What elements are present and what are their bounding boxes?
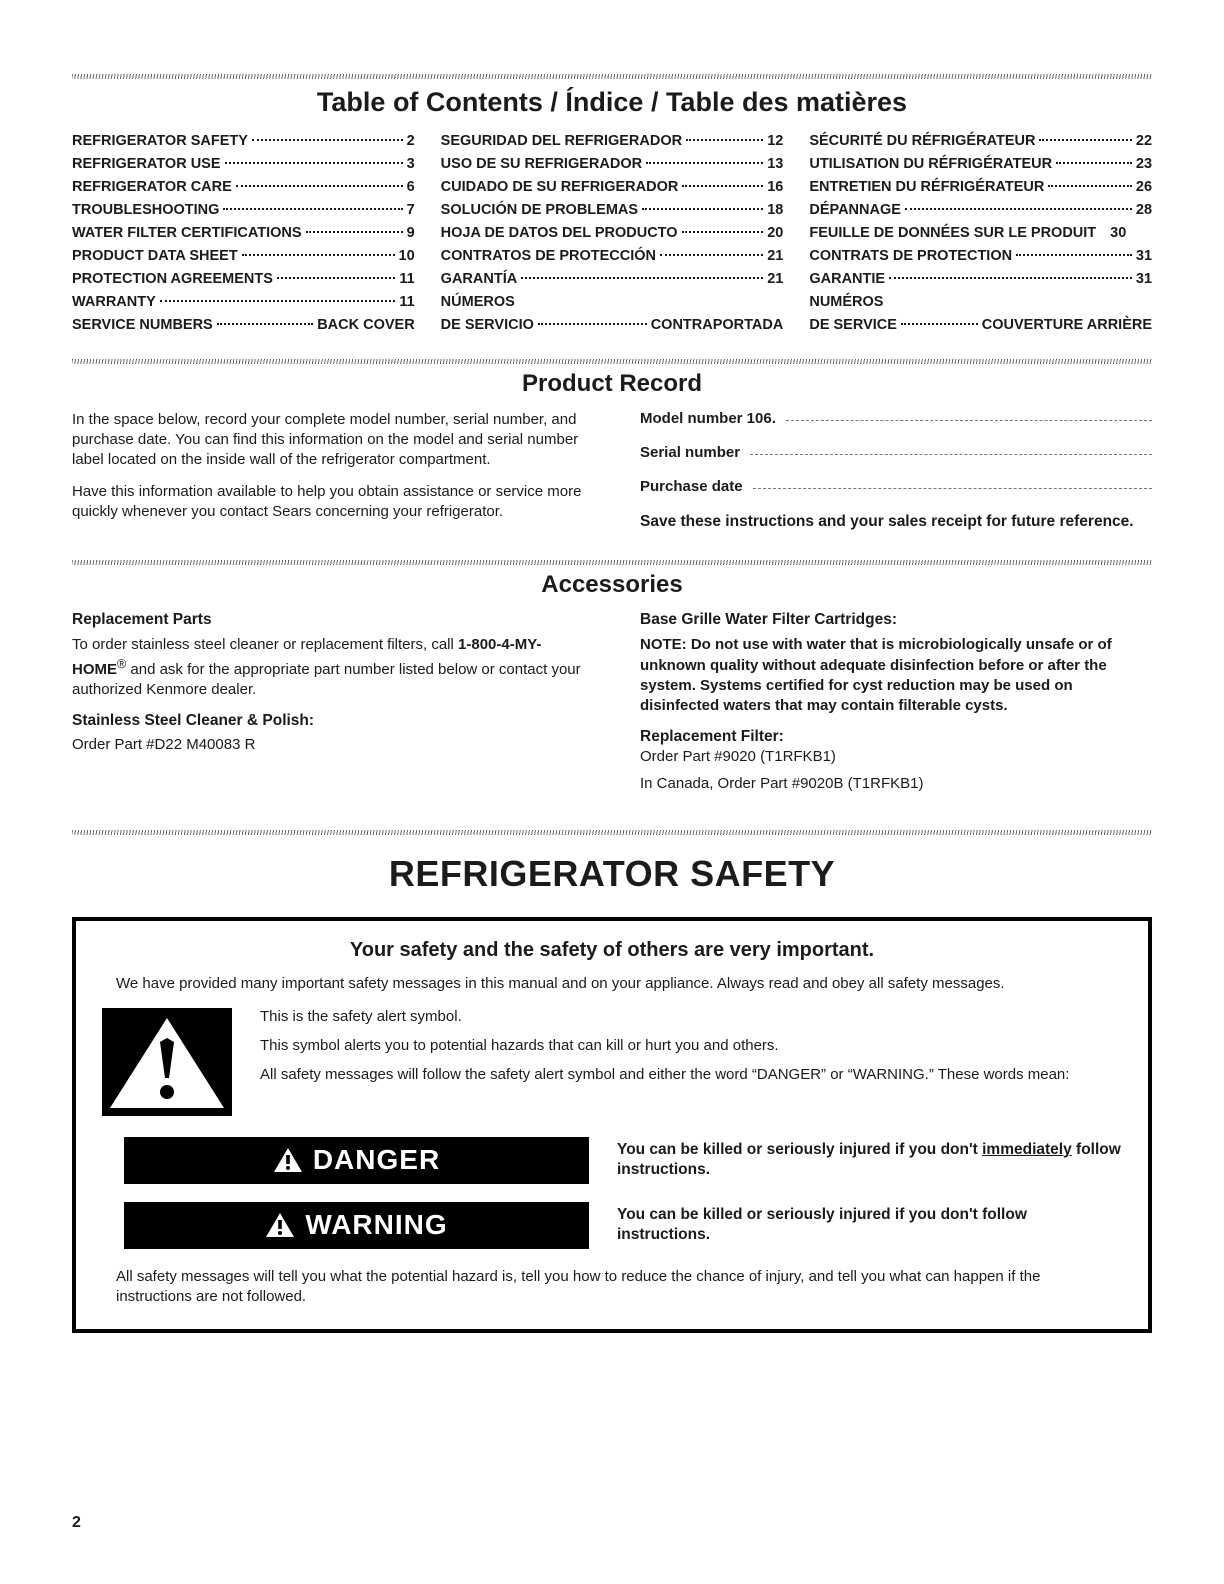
toc-column-french xyxy=(809,130,1152,337)
toc-entry-page: 22 xyxy=(1135,133,1153,149)
toc-leader xyxy=(252,139,403,141)
toc-entry-label: SEGURIDAD DEL REFRIGERADOR xyxy=(440,133,683,149)
safety-box-title: Your safety and the safety of others are very important. xyxy=(349,938,875,961)
toc-entry-label: CUIDADO DE SU REFRIGERADOR xyxy=(440,179,679,195)
toc-entry xyxy=(72,199,415,222)
toc-entry xyxy=(72,222,415,245)
toc-leader xyxy=(889,277,1132,279)
toc-entry-page: 23 xyxy=(1135,156,1153,172)
toc-leader xyxy=(1016,254,1132,256)
toc-leader xyxy=(242,254,395,256)
warning-text: You can be killed or seriously injured if you don't follow instructions. xyxy=(617,1205,1027,1244)
toc-column-spanish xyxy=(441,130,784,337)
toc-entry-label: CONTRATOS DE PROTECCIÓN xyxy=(440,248,657,264)
safety-alert-text xyxy=(260,1008,1069,1121)
replacement-parts-column xyxy=(72,611,584,801)
filter-part-number-canada: In Canada, Order Part #9020B (T1RFKB1) xyxy=(640,774,924,792)
serial-number-label: Serial number xyxy=(640,444,741,461)
toc-title: Table of Contents / Índice / Table des matières xyxy=(316,87,908,117)
product-record-fields xyxy=(640,410,1152,534)
toc-entry xyxy=(809,314,1152,337)
purchase-date-blank-line xyxy=(753,488,1152,489)
toc-entry-page: COUVERTURE ARRIÈRE xyxy=(981,317,1153,333)
alert-line: All safety messages will follow the safety alert symbol and either the word “DANGER” or “WARNING.” These words mean: xyxy=(260,1065,1070,1083)
toc-entry-label: REFRIGERATOR CARE xyxy=(72,179,232,195)
toc-leader xyxy=(1039,139,1131,141)
toc-entry-page: 21 xyxy=(767,248,784,264)
service-phone-number: 1-800-4-MY-HOME xyxy=(72,636,542,678)
safety-section xyxy=(72,853,1152,1333)
toc-entry-page: 7 xyxy=(406,202,415,218)
registered-mark: ® xyxy=(117,656,127,671)
serial-number-field xyxy=(640,444,1152,461)
toc-entry xyxy=(72,314,415,337)
toc-entry-label: USO DE SU REFRIGERADOR xyxy=(440,156,643,172)
product-record-title: Product Record xyxy=(521,370,703,397)
model-number-blank-line xyxy=(786,420,1152,421)
toc-entry-label: NÚMEROS xyxy=(440,294,515,310)
base-grille-heading: Base Grille Water Filter Cartridges: xyxy=(640,611,897,629)
toc-entry xyxy=(72,291,415,314)
danger-row xyxy=(124,1137,1122,1184)
save-instructions-note: Save these instructions and your sales receipt for future reference. xyxy=(640,513,1134,530)
serial-number-blank-line xyxy=(750,454,1152,455)
cleaner-heading: Stainless Steel Cleaner & Polish: xyxy=(72,711,315,729)
toc-entry-label: GARANTÍA xyxy=(440,271,518,287)
warning-bar xyxy=(124,1202,589,1249)
divider xyxy=(72,74,1152,79)
danger-text xyxy=(617,1140,1122,1182)
toc-entry-page: 20 xyxy=(767,225,784,241)
toc-entry-page: 16 xyxy=(767,179,784,195)
toc-leader xyxy=(686,139,763,141)
toc-entry xyxy=(809,153,1152,176)
toc-leader xyxy=(306,231,403,233)
replacement-parts-text: To order stainless steel cleaner or replacement filters, call xyxy=(72,636,459,654)
toc-entry-page: 31 xyxy=(1135,271,1153,287)
toc-leader xyxy=(642,208,763,210)
toc-entry xyxy=(72,245,415,268)
toc-leader xyxy=(905,208,1132,210)
toc-leader xyxy=(660,254,763,256)
purchase-date-field xyxy=(640,478,1152,495)
toc-leader xyxy=(236,185,403,187)
safety-outro: All safety messages will tell you what the potential hazard is, tell you how to reduce the chance of injury, and tell you what can happen if the instructions are not followed. xyxy=(116,1267,1041,1306)
base-grille-note: NOTE: Do not use with water that is microbiologically unsafe or of unknown quality without adequate disinfection before or after the system. Systems certified for cyst reduction may be used on disinfected waters that may contain filterable cysts. xyxy=(640,636,1112,714)
toc-entry xyxy=(809,176,1152,199)
toc-entry-label: HOJA DE DATOS DEL PRODUCTO xyxy=(440,225,678,241)
toc-entry-label: ENTRETIEN DU RÉFRIGÉRATEUR xyxy=(809,179,1045,195)
toc-entry-page: BACK COVER xyxy=(317,317,415,333)
toc-entry-label: WARRANTY xyxy=(72,294,156,310)
divider xyxy=(72,359,1152,364)
base-grille-column xyxy=(640,611,1152,801)
toc-entry xyxy=(809,130,1152,153)
toc-entry-label: FEUILLE DE DONNÉES SUR LE PRODUIT xyxy=(809,225,1097,241)
filter-part-number: Order Part #9020 (T1RFKB1) xyxy=(640,747,836,765)
toc-entry xyxy=(441,291,784,314)
toc-entry-label: WATER FILTER CERTIFICATIONS xyxy=(72,225,302,241)
toc-column-english xyxy=(72,130,415,337)
toc-leader xyxy=(682,231,764,233)
warning-row xyxy=(124,1202,1122,1249)
cleaner-part-number: Order Part #D22 M40083 R xyxy=(72,735,256,753)
toc-entry-page: 31 xyxy=(1135,248,1153,264)
toc-leader xyxy=(160,300,396,302)
toc-entry-page: 13 xyxy=(767,156,784,172)
toc-entry xyxy=(809,222,1152,245)
toc-entry-label: SERVICE NUMBERS xyxy=(72,317,213,333)
warning-label: WARNING xyxy=(305,1209,448,1241)
divider xyxy=(72,560,1152,565)
toc-leader xyxy=(521,277,763,279)
alert-line: This symbol alerts you to potential hazards that can kill or hurt you and others. xyxy=(260,1036,779,1054)
toc-section xyxy=(72,87,1152,337)
toc-entry-label: NUMÉROS xyxy=(809,294,884,310)
purchase-date-label: Purchase date xyxy=(640,478,743,495)
toc-entry-page: 18 xyxy=(767,202,784,218)
toc-entry-page: 26 xyxy=(1135,179,1153,195)
toc-entry-page: 30 xyxy=(1110,225,1127,241)
model-number-field xyxy=(640,410,1152,427)
toc-entry-label: SÉCURITÉ DU RÉFRIGÉRATEUR xyxy=(809,133,1036,149)
toc-entry-page: 11 xyxy=(399,294,415,310)
toc-entry xyxy=(441,153,784,176)
toc-entry xyxy=(809,245,1152,268)
replacement-parts-text: and ask for the appropriate part number listed below or contact your authorized Kenmore dealer. xyxy=(72,660,581,698)
toc-entry xyxy=(72,153,415,176)
product-record-paragraph: In the space below, record your complete model number, serial number, and purchase date. You can find this information on the model and serial number label located on the inside wall of the refrigerator compartment. xyxy=(72,411,579,469)
toc-leader xyxy=(1056,162,1132,164)
toc-leader xyxy=(1048,185,1132,187)
toc-entry-page: 3 xyxy=(406,156,415,172)
danger-text-part: follow instructions. xyxy=(617,1140,1121,1179)
toc-leader xyxy=(682,185,763,187)
toc-entry xyxy=(72,176,415,199)
safety-intro: We have provided many important safety messages in this manual and on your appliance. Always read and obey all safety messages. xyxy=(116,974,1005,992)
toc-entry-label: DÉPANNAGE xyxy=(809,202,901,218)
toc-entry-page: 21 xyxy=(767,271,784,287)
toc-leader xyxy=(646,162,763,164)
toc-entry-label: REFRIGERATOR SAFETY xyxy=(72,133,248,149)
toc-entry xyxy=(441,222,784,245)
replacement-parts-heading: Replacement Parts xyxy=(72,611,212,629)
danger-bar xyxy=(124,1137,589,1184)
toc-entry xyxy=(441,314,784,337)
toc-entry-label: UTILISATION DU RÉFRIGÉRATEUR xyxy=(809,156,1053,172)
toc-leader xyxy=(223,208,402,210)
toc-entry-page: 2 xyxy=(406,133,415,149)
accessories-title: Accessories xyxy=(541,571,683,599)
toc-entry xyxy=(809,199,1152,222)
replacement-parts-paragraph xyxy=(72,635,584,699)
toc-entry xyxy=(441,199,784,222)
toc-entry xyxy=(441,176,784,199)
toc-entry xyxy=(441,245,784,268)
toc-entry-label: PRODUCT DATA SHEET xyxy=(72,248,238,264)
toc-entry xyxy=(809,268,1152,291)
accessories-section xyxy=(72,571,1152,801)
toc-entry-page: 28 xyxy=(1135,202,1153,218)
toc-entry-label: SOLUCIÓN DE PROBLEMAS xyxy=(440,202,639,218)
toc-entry-page: 10 xyxy=(398,248,415,264)
toc-entry-page: 12 xyxy=(767,133,784,149)
danger-text-underlined: immediately xyxy=(982,1140,1072,1158)
toc-entry-label: DE SERVICE xyxy=(809,317,897,333)
toc-leader xyxy=(217,323,313,325)
toc-entry xyxy=(441,268,784,291)
toc-entry xyxy=(72,268,415,291)
refrigerator-safety-title: REFRIGERATOR SAFETY xyxy=(388,852,836,894)
toc-entry-label: PROTECTION AGREEMENTS xyxy=(72,271,273,287)
product-record-text xyxy=(72,410,584,534)
divider xyxy=(72,830,1152,835)
warning-triangle-icon xyxy=(265,1212,295,1238)
toc-entry-label: TROUBLESHOOTING xyxy=(72,202,220,218)
toc-entry xyxy=(441,130,784,153)
product-record-section xyxy=(72,370,1152,534)
alert-line: This is the safety alert symbol. xyxy=(260,1007,462,1025)
model-number-label: Model number 106. xyxy=(640,410,776,427)
warning-triangle-icon xyxy=(273,1147,303,1173)
page-number: 2 xyxy=(72,1514,81,1531)
toc-entry-label: DE SERVICIO xyxy=(440,317,534,333)
danger-label: DANGER xyxy=(312,1144,441,1176)
toc-entry-page: 6 xyxy=(406,179,415,195)
toc-entry xyxy=(809,291,1152,314)
toc-leader xyxy=(277,277,395,279)
toc-entry-page: CONTRAPORTADA xyxy=(650,317,784,333)
safety-alert-symbol-icon xyxy=(102,1008,232,1121)
toc-entry-label: GARANTIE xyxy=(809,271,886,287)
toc-entry-page: 9 xyxy=(406,225,415,241)
toc-leader xyxy=(538,323,647,325)
replacement-filter-heading: Replacement Filter: xyxy=(640,727,784,745)
toc-entry-page: 11 xyxy=(399,271,415,287)
danger-text-part: You can be killed or seriously injured if you don't xyxy=(617,1140,983,1158)
toc-entry-label: REFRIGERATOR USE xyxy=(72,156,221,172)
safety-box xyxy=(72,917,1152,1333)
toc-entry xyxy=(72,130,415,153)
toc-entry-label: CONTRATS DE PROTECTION xyxy=(809,248,1013,264)
product-record-paragraph: Have this information available to help you obtain assistance or service more quickly whenever you contact Sears concerning your refrigerator. xyxy=(72,483,582,521)
toc-leader xyxy=(901,323,978,325)
toc-leader xyxy=(225,162,403,164)
